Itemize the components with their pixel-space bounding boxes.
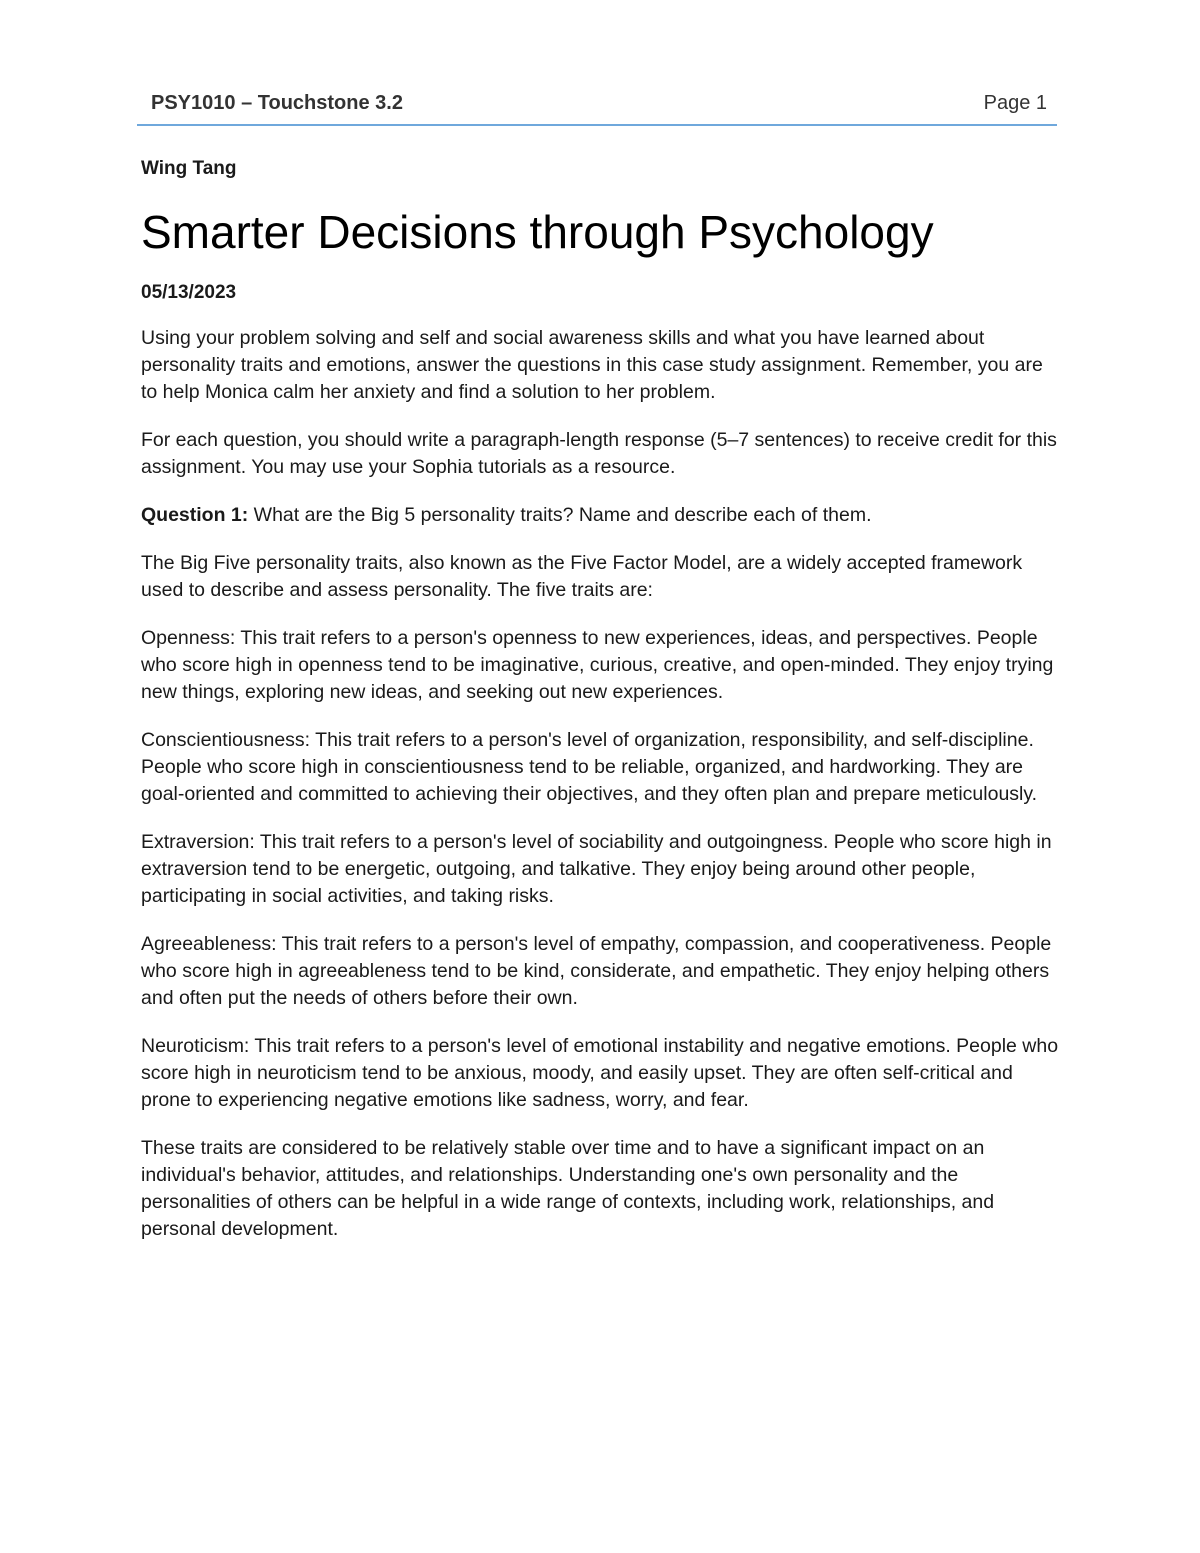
document-body [141, 155, 1061, 1264]
answer-agreeableness: Agreeableness: This trait refers to a person's level of empathy, compassion, and cooperativeness. People who score high in agreeableness tend to be kind, considerate, and empathetic. They enjoy helping others and often put the needs of others before their own. [141, 933, 1052, 1009]
answer-conscientiousness: Conscientiousness: This trait refers to a person's level of organization, responsibility, and self-discipline. People who score high in conscientiousness tend to be reliable, organized, and hardworking. They are goal-oriented and committed to achieving their objectives, and they often plan and prepare meticulously. [141, 729, 1038, 805]
answer-intro: The Big Five personality traits, also known as the Five Factor Model, are a widely accepted framework used to describe and assess personality. The five traits are: [141, 552, 1023, 601]
question-1-label: Question 1: [141, 504, 249, 526]
instructions-paragraph-2: For each question, you should write a paragraph-length response (5–7 sentences) to receive credit for this assignment. You may use your Sophia tutorials as a resource. [141, 429, 1057, 478]
answer-extraversion: Extraversion: This trait refers to a person's level of sociability and outgoingness. People who score high in extraversion tend to be energetic, outgoing, and talkative. They enjoy being around other people, participating in social activities, and taking risks. [141, 831, 1052, 907]
document-date: 05/13/2023 [141, 282, 237, 303]
question-1 [141, 502, 1061, 529]
instructions-paragraph-1: Using your problem solving and self and social awareness skills and what you have learned about personality traits and emotions, answer the questions in this case study assignment. Remember, you are to help Monica calm her anxiety and find a solution to her problem. [141, 327, 1043, 403]
header-title: PSY1010 – Touchstone 3.2 [151, 92, 403, 114]
page-header [137, 88, 1057, 126]
answer-conclusion: These traits are considered to be relatively stable over time and to have a significant impact on an individual's behavior, attitudes, and relationships. Understanding one's own personality and the personalities of others can be helpful in a wide range of contexts, including work, relationships, and personal development. [141, 1137, 995, 1240]
answer-neuroticism: Neuroticism: This trait refers to a person's level of emotional instability and negative emotions. People who score high in neuroticism tend to be anxious, moody, and easily upset. They are often self-critical and prone to experiencing negative emotions like sadness, worry, and fear. [141, 1035, 1059, 1111]
author-name: Wing Tang [141, 158, 237, 179]
answer-openness: Openness: This trait refers to a person's openness to new experiences, ideas, and perspectives. People who score high in openness tend to be imaginative, curious, creative, and open-minded. They enjoy trying new things, exploring new ideas, and seeking out new experiences. [141, 627, 1054, 703]
question-1-text: What are the Big 5 personality traits? Name and describe each of them. [248, 504, 872, 526]
page-number: Page 1 [983, 92, 1047, 114]
document-title: Smarter Decisions through Psychology [141, 206, 934, 258]
